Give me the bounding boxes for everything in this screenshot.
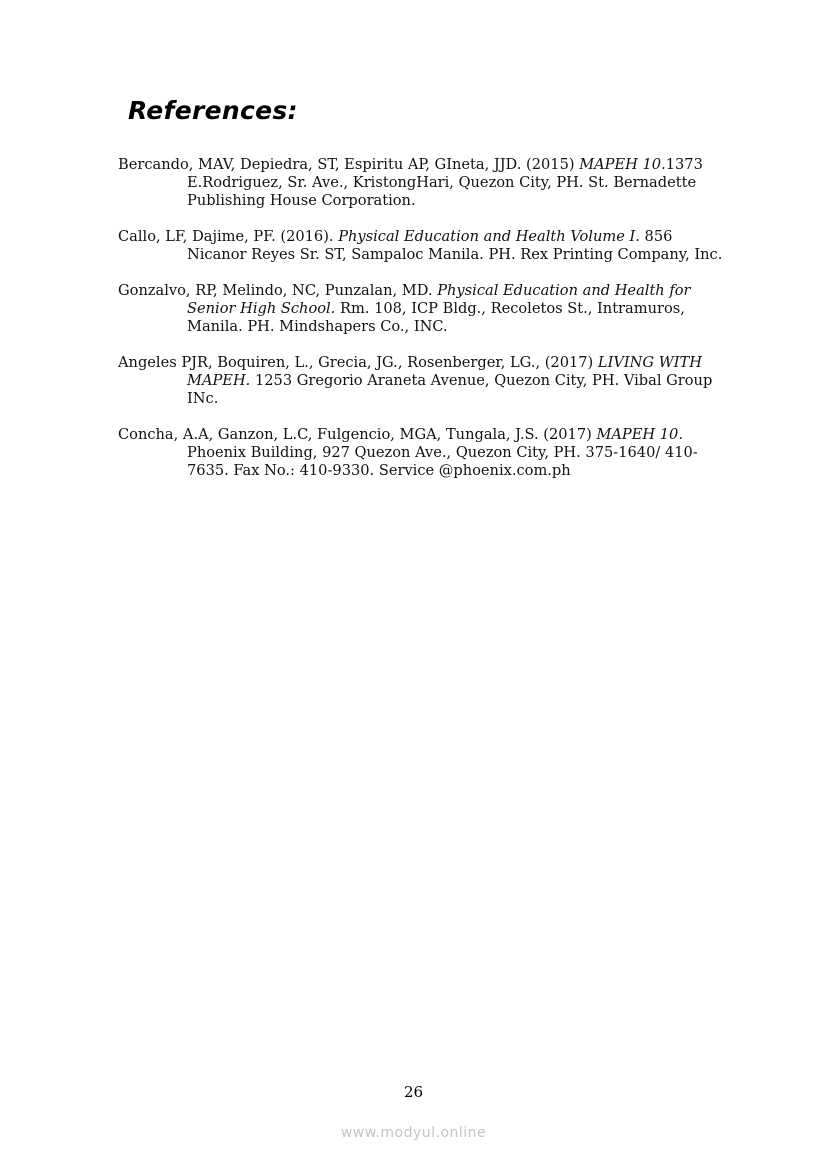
reference-publisher: 1253 Gregorio Araneta Avenue, Quezon City, PH. Vibal Group INc. xyxy=(187,372,713,407)
reference-item xyxy=(118,354,728,408)
reference-publisher: 856 Nicanor Reyes Sr. ST, Sampaloc Manila. PH. Rex Printing Company, Inc. xyxy=(187,228,723,263)
reference-title: MAPEH 10. xyxy=(596,426,683,443)
reference-publisher: Phoenix Building, 927 Quezon Ave., Quezon City, PH. 375-1640/ 410-7635. Fax No.: 410-9330. Service @phoenix.com.ph xyxy=(187,444,698,479)
reference-publisher: Rm. 108, ICP Bldg., Recoletos St., Intramuros, Manila. PH. Mindshapers Co., INC. xyxy=(187,300,685,335)
reference-authors: Angeles PJR, Boquiren, L., Grecia, JG., Rosenberger, LG., (2017) xyxy=(118,354,598,371)
reference-authors: Gonzalvo, RP, Melindo, NC, Punzalan, MD. xyxy=(118,282,438,299)
reference-publisher: 1373 E.Rodriguez, Sr. Ave., KristongHari, Quezon City, PH. St. Bernadette Publishing House Corporation. xyxy=(187,156,703,209)
page-title: References: xyxy=(128,96,298,125)
page-number: 26 xyxy=(403,1083,424,1101)
reference-title: Physical Education and Health for Senior High School. xyxy=(187,282,691,317)
watermark: www.modyul.online xyxy=(340,1125,487,1141)
reference-item xyxy=(118,426,728,480)
reference-item xyxy=(118,228,728,264)
reference-list xyxy=(118,156,728,498)
reference-title: LIVING WITH MAPEH. xyxy=(187,354,702,389)
reference-item xyxy=(118,282,728,336)
reference-title: Physical Education and Health Volume I. xyxy=(338,228,640,245)
reference-authors: Concha, A.A, Ganzon, L.C, Fulgencio, MGA, Tungala, J.S. (2017) xyxy=(118,426,597,443)
reference-title: MAPEH 10. xyxy=(579,156,666,173)
reference-authors: Callo, LF, Dajime, PF. (2016). xyxy=(118,228,339,245)
reference-item xyxy=(118,156,728,210)
reference-authors: Bercando, MAV, Depiedra, ST, Espiritu AP, GIneta, JJD. (2015) xyxy=(118,156,580,173)
